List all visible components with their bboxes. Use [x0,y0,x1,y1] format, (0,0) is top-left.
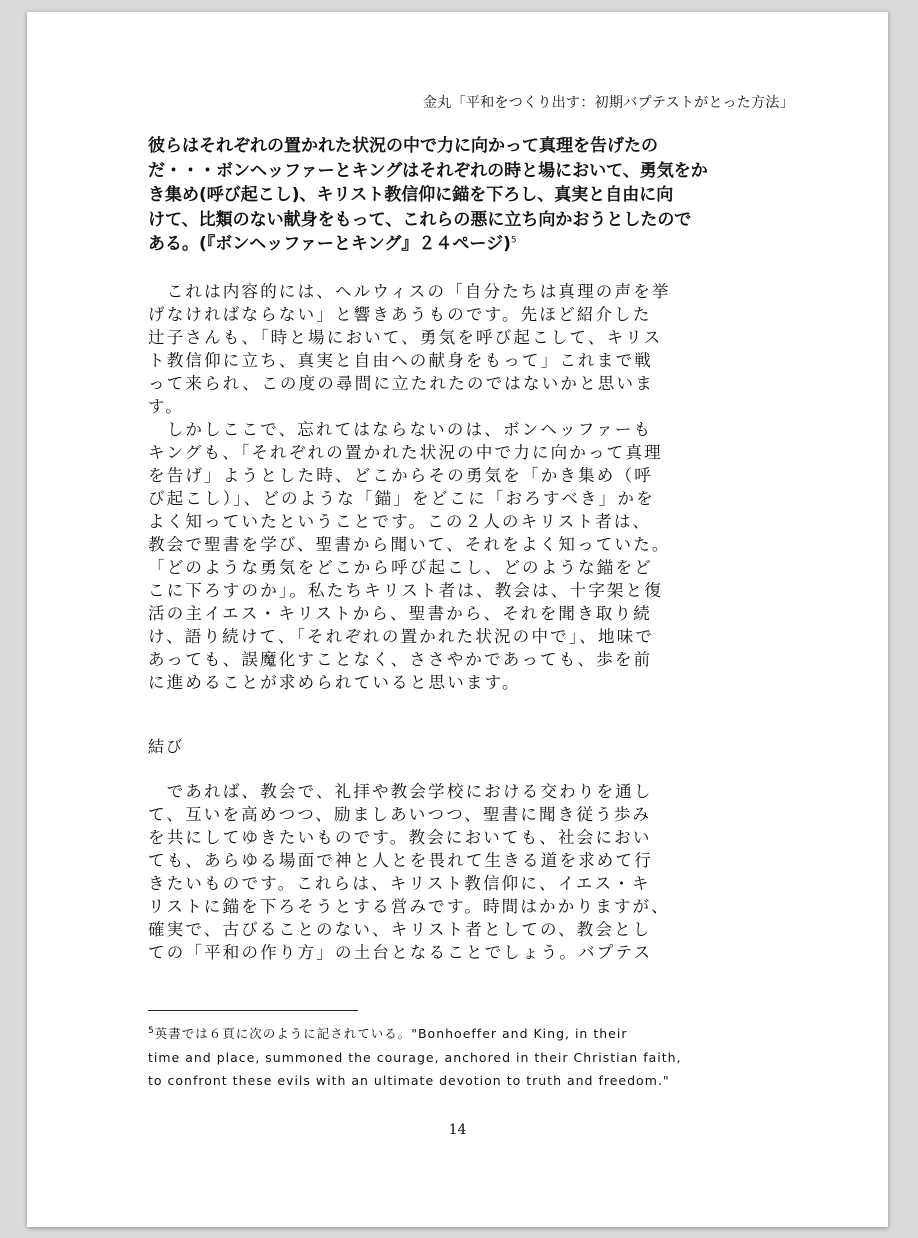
paragraph-3 [148,780,778,964]
paragraph-line: しかしここで、忘れてはならないのは、ボンヘッファーも [148,420,653,439]
paragraph-line: であれば、教会で、礼拝や教会学校における交わりを通し [148,782,653,801]
paragraph-line: キングも、「それぞれの置かれた状況の中で力に向かって真理 [148,443,663,462]
paragraph-line: って来られ、この度の尋問に立たれたのではないかと思いま [148,374,654,393]
paragraph-1 [148,280,778,418]
paragraph-line: きたいものです。これらは、キリスト教信仰に、イエス・キ [148,874,651,893]
paragraph-line: て、互いを高めつつ、励ましあいつつ、聖書に聞き従う歩み [148,805,652,824]
paragraph-line: に進めることが求められていると思います。 [148,673,521,692]
footnote-line-text: 英書では６頁に次のように記されている。"Bonhoeffer and King, in their [154,1026,628,1041]
quote-line: き集め(呼び起こし)、キリスト教信仰に錨を下ろし、真実と自由に向 [148,185,674,205]
footnote [148,1022,778,1093]
paragraph-line: げなければならない」と響きあうものです。先ほど紹介した [148,305,652,324]
footnote-line-first [148,1022,778,1046]
footnote-line: time and place, summoned the courage, anchored in their Christian faith, [148,1049,682,1065]
paragraph-line: ての「平和の作り方」の土台となることでしょう。バプテス [148,943,653,962]
paragraph-line: び起こし）」、どのような「錨」をどこに「おろすべき」かを [148,489,655,508]
section-heading: 結び [148,737,185,756]
quote-line-last [148,232,768,257]
paragraph-line: 教会で聖書を学び、聖書から聞いて、それをよく知っていた。 [148,535,671,554]
footnote-divider [148,1010,358,1011]
paragraph-line: リストに錨を下ろそうとする営みです。時間はかかりますが、 [148,897,670,916]
paragraph-line: 「どのような勇気をどこから呼び起こし、どのような錨をど [148,558,653,577]
paragraph-line: 活の主イエス・キリストから、聖書から、それを聞き取り続 [148,604,652,623]
footnote-mark: 5 [148,1025,155,1036]
page-number: 14 [448,1122,467,1138]
footnote-line: to confront these evils with an ultimate devotion to truth and freedom." [148,1073,670,1088]
paragraph-line: け、語り続けて、「それぞれの置かれた状況の中で」、地味で [148,627,655,646]
quote-footnote-mark[interactable]: 5 [510,235,517,246]
paragraph-line: これは内容的には、ヘルウィスの「自分たちは真理の声を挙 [148,282,671,301]
quote-line: だ・・・ボンヘッファーとキングはそれぞれの時と場において、勇気をか [148,160,708,181]
paragraph-line: 確実で、古びることのない、キリスト者としての、教会とし [148,920,652,939]
running-header: 金丸「平和をつくり出す：初期バプテストがとった方法」 [423,95,794,111]
paragraph-line: を共にしてゆきたいものです。教会においても、社会におい [148,828,652,847]
document-page [27,12,888,1227]
block-quote [148,134,768,257]
paragraph-2 [148,418,778,694]
paragraph-line: す。 [148,397,185,416]
quote-line-text: ある。(『ボンヘッファーとキング』２４ページ) [148,234,511,254]
paragraph-line: よく知っていたということです。この２人のキリスト者は、 [148,512,652,531]
quote-line: 彼らはそれぞれの置かれた状況の中で力に向かって真理を告げたの [148,136,658,156]
paragraph-line: ト教信仰に立ち、真実と自由への献身をもって」これまで戦 [148,351,653,370]
paragraph-line: ても、あらゆる場面で神と人とを畏れて生きる道を求めて行 [148,851,653,870]
paragraph-line: 辻子さんも、「時と場において、勇気を呼び起こして、キリス [148,328,663,347]
paragraph-line: あっても、誤魔化すことなく、ささやかであっても、歩を前 [148,650,653,669]
paragraph-line: を告げ」ようとした時、どこからその勇気を「かき集め（呼 [148,466,653,485]
paragraph-line: こに下ろすのか」。私たちキリスト者は、教会は、十字架と復 [148,581,664,600]
quote-line: けて、比類のない献身をもって、これらの悪に立ち向かおうとしたので [148,209,692,230]
